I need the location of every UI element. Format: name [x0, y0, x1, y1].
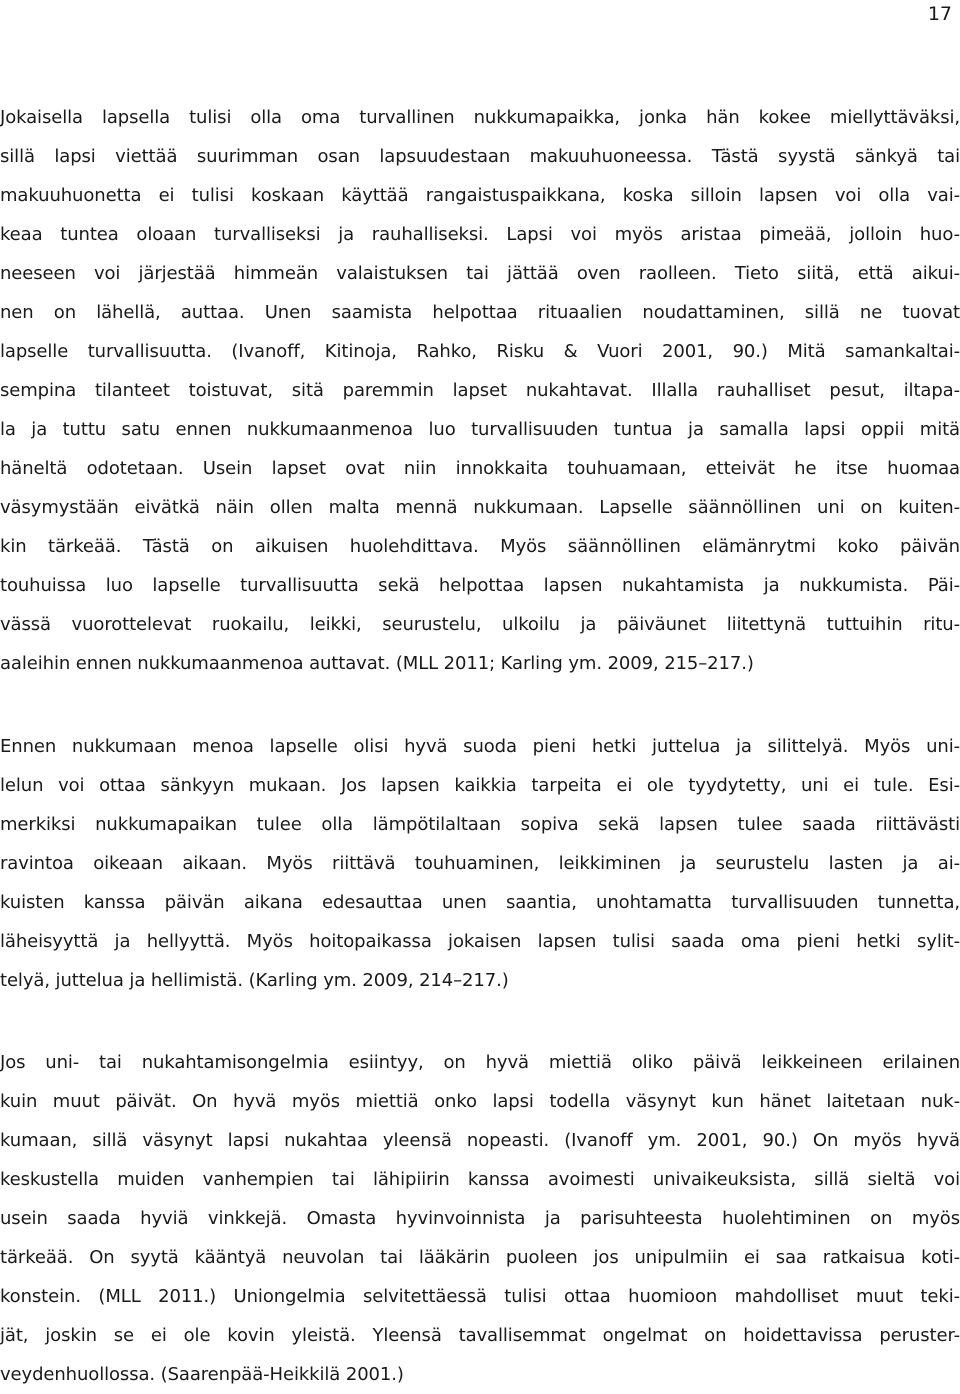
paragraph-2 [0, 727, 960, 1000]
text-line: jät, joskin se ei ole kovin yleistä. Yleensä tavallisemmat ongelmat on hoidettavissa peruster- [0, 1325, 960, 1346]
text-line: nen on lähellä, auttaa. Unen saamista helpottaa rituaalien noudattaminen, sillä ne tuovat [0, 302, 960, 323]
text-line: Jokaisella lapsella tulisi olla oma turvallinen nukkumapaikka, jonka hän kokee miellyttäväksi, [0, 107, 960, 128]
text-line: la ja tuttu satu ennen nukkumaanmenoa luo turvallisuuden tuntua ja samalla lapsi oppii mitä [0, 419, 960, 440]
text-line: telyä, juttelua ja hellimistä. (Karling ym. 2009, 214–217.) [0, 970, 509, 991]
text-line: kuin muut päivät. On hyvä myös miettiä onko lapsi todella väsynyt kun hänet laitetaan nuk- [0, 1091, 960, 1112]
text-line: sillä lapsi viettää suurimman osan lapsuudestaan makuuhuoneessa. Tästä syystä sänkyä tai [0, 146, 960, 167]
paragraph-1 [0, 98, 960, 683]
text-line: vässä vuorottelevat ruokailu, leikki, seurustelu, ulkoilu ja päiväunet liitettynä tuttuihin ritu- [0, 614, 960, 635]
text-line: kumaan, sillä väsynyt lapsi nukahtaa yleensä nopeasti. (Ivanoff ym. 2001, 90.) On myös hyvä [0, 1130, 960, 1151]
text-line: keskustella muiden vanhempien tai lähipiirin kanssa avoimesti univaikeuksista, sillä sieltä voi [0, 1169, 960, 1190]
text-line: kuisten kanssa päivän aikana edesauttaa unen saantia, unohtamatta turvallisuuden tunnetta, [0, 892, 960, 913]
text-line: Ennen nukkumaan menoa lapselle olisi hyvä suoda pieni hetki juttelua ja silittelyä. Myös uni- [0, 736, 960, 757]
text-line: ravintoa oikeaan aikaan. Myös riittävä touhuaminen, leikkiminen ja seurustelu lasten ja ai- [0, 853, 960, 874]
text-line: touhuissa luo lapselle turvallisuutta sekä helpottaa lapsen nukahtamista ja nukkumista. Päi- [0, 575, 960, 596]
text-line: lelun voi ottaa sänkyyn mukaan. Jos lapsen kaikkia tarpeita ei ole tyydytetty, uni ei tule. Esi- [0, 775, 960, 796]
text-line: lapselle turvallisuutta. (Ivanoff, Kitinoja, Rahko, Risku & Vuori 2001, 90.) Mitä samankaltai- [0, 341, 960, 362]
text-line: häneltä odotetaan. Usein lapset ovat niin innokkaita touhuamaan, etteivät he itse huomaa [0, 458, 960, 479]
page-number: 17 [927, 3, 952, 25]
text-line: konstein. (MLL 2011.) Uniongelmia selvitettäessä tulisi ottaa huomioon mahdolliset muut teki- [0, 1286, 960, 1307]
text-line: läheisyyttä ja hellyyttä. Myös hoitopaikassa jokaisen lapsen tulisi saada oma pieni hetki sylit- [0, 931, 960, 952]
text-line: makuuhuonetta ei tulisi koskaan käyttää rangaistuspaikkana, koska silloin lapsen voi olla vai- [0, 185, 960, 206]
text-line: sempina tilanteet toistuvat, sitä paremmin lapset nukahtavat. Illalla rauhalliset pesut, iltapa- [0, 380, 960, 401]
text-line: aaleihin ennen nukkumaanmenoa auttavat. (MLL 2011; Karling ym. 2009, 215–217.) [0, 653, 754, 674]
text-line: neeseen voi järjestää himmeän valaistuksen tai jättää oven raolleen. Tieto siitä, että aikui- [0, 263, 960, 284]
text-line: veydenhuollossa. (Saarenpää-Heikkilä 2001.) [0, 1364, 404, 1385]
text-line: tärkeää. On syytä kääntyä neuvolan tai lääkärin puoleen jos unipulmiin ei saa ratkaisua koti- [0, 1247, 960, 1268]
text-line: usein saada hyviä vinkkejä. Omasta hyvinvoinnista ja parisuhteesta huolehtiminen on myös [0, 1208, 960, 1229]
text-line: merkiksi nukkumapaikan tulee olla lämpötilaltaan sopiva sekä lapsen tulee saada riittävästi [0, 814, 960, 835]
text-line: kin tärkeää. Tästä on aikuisen huolehdittava. Myös säännöllinen elämänrytmi koko päivän [0, 536, 960, 557]
text-line: väsymystään eivätkä näin ollen malta mennä nukkumaan. Lapselle säännöllinen uni on kuiten- [0, 497, 960, 518]
text-line: keaa tuntea oloaan turvalliseksi ja rauhalliseksi. Lapsi voi myös aristaa pimeää, jolloin huo- [0, 224, 960, 245]
text-line: Jos uni- tai nukahtamisongelmia esiintyy, on hyvä miettiä oliko päivä leikkeineen erilainen [0, 1052, 960, 1073]
paragraph-3 [0, 1043, 960, 1394]
